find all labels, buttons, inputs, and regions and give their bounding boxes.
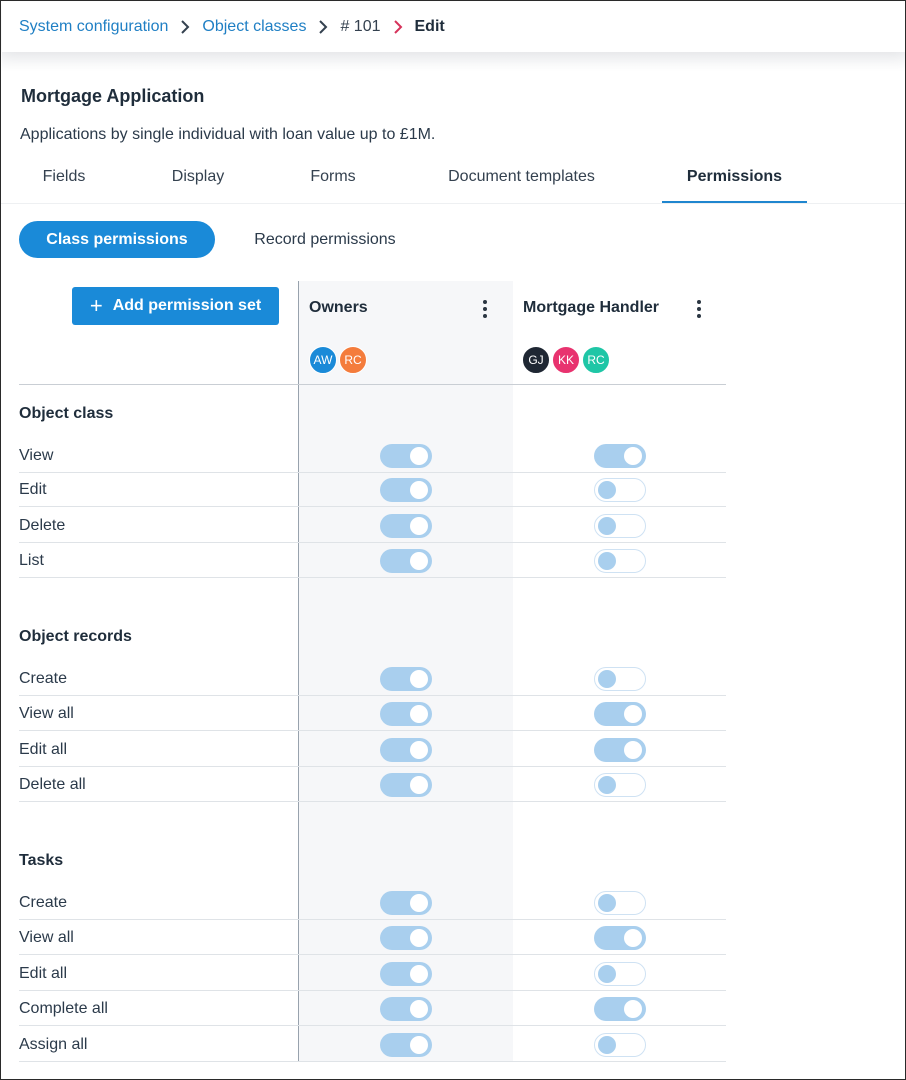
permission-toggle[interactable] [594, 1033, 646, 1057]
subtab-record-permissions[interactable]: Record permissions [254, 231, 396, 248]
permission-toggle[interactable] [594, 514, 646, 538]
owners-more-icon[interactable] [478, 298, 492, 320]
permission-row [19, 991, 726, 1026]
page-description: Applications by single individual with loan value up to £1M. [20, 126, 436, 143]
permission-toggle[interactable] [594, 738, 646, 762]
chevron-right-icon [306, 18, 340, 36]
permission-row [19, 920, 726, 955]
mortgage-handler-members [522, 346, 612, 374]
plus-icon: + [89, 293, 103, 318]
permission-toggle[interactable] [594, 926, 646, 950]
add-permission-set-button[interactable] [72, 287, 279, 325]
permission-toggle[interactable] [380, 549, 432, 573]
permission-toggle[interactable] [594, 702, 646, 726]
header-shadow [2, 52, 905, 72]
permission-row [19, 956, 726, 991]
add-permission-set-label: Add permission set [112, 297, 262, 314]
permission-toggle[interactable] [380, 773, 432, 797]
header-separator [19, 384, 726, 385]
permission-toggle[interactable] [380, 926, 432, 950]
permission-row [19, 732, 726, 767]
permission-row [19, 472, 726, 507]
permission-toggle[interactable] [380, 444, 432, 468]
tab-forms[interactable]: Forms [310, 168, 356, 185]
permission-label: View [19, 447, 54, 464]
permission-toggle[interactable] [594, 444, 646, 468]
permission-label: Create [19, 670, 68, 687]
permission-toggle[interactable] [594, 997, 646, 1021]
permission-row [19, 696, 726, 731]
permission-label: Complete all [19, 1000, 108, 1017]
avatar[interactable]: RC [339, 346, 367, 374]
permission-label: List [19, 552, 44, 569]
permission-row [19, 885, 726, 920]
permission-toggle[interactable] [380, 478, 432, 502]
permission-set-owners-name: Owners [309, 299, 368, 316]
permission-label: View all [19, 929, 74, 946]
permission-toggle[interactable] [380, 514, 432, 538]
subtab-class-permissions[interactable]: Class permissions [19, 221, 215, 258]
permission-toggle[interactable] [594, 962, 646, 986]
permission-toggle[interactable] [380, 738, 432, 762]
permission-label: Delete [19, 517, 66, 534]
permission-label: View all [19, 705, 74, 722]
permission-row [19, 508, 726, 543]
avatar[interactable]: RC [582, 346, 610, 374]
permission-toggle[interactable] [594, 549, 646, 573]
chevron-right-icon [381, 18, 415, 36]
breadcrumb [2, 2, 905, 52]
chevron-right-icon [168, 18, 202, 36]
permission-toggle[interactable] [594, 667, 646, 691]
permission-row [19, 438, 726, 473]
permission-label: Edit all [19, 965, 68, 982]
tab-bar [1, 151, 905, 204]
avatar[interactable]: GJ [522, 346, 550, 374]
avatar[interactable]: KK [552, 346, 580, 374]
permission-label: Edit [19, 481, 47, 498]
permission-toggle[interactable] [380, 667, 432, 691]
tab-permissions[interactable]: Permissions [662, 151, 807, 203]
breadcrumb-record-id[interactable]: # 101 [340, 18, 381, 35]
breadcrumb-system-configuration[interactable]: System configuration [19, 18, 169, 35]
permission-row [19, 543, 726, 578]
avatar[interactable]: AW [309, 346, 337, 374]
tab-fields[interactable]: Fields [42, 168, 86, 185]
tab-display[interactable]: Display [171, 168, 225, 185]
tab-document-templates[interactable]: Document templates [448, 168, 595, 185]
permission-toggle[interactable] [380, 997, 432, 1021]
permission-set-mortgage-handler-name: Mortgage Handler [523, 299, 660, 316]
permission-label: Assign all [19, 1036, 88, 1053]
section-title-tasks: Tasks [19, 852, 64, 869]
permission-row [19, 767, 726, 802]
page-title: Mortgage Application [21, 86, 205, 106]
permission-toggle[interactable] [380, 962, 432, 986]
breadcrumb-object-classes[interactable]: Object classes [202, 18, 307, 35]
permission-toggle[interactable] [594, 891, 646, 915]
section-title-object-records: Object records [19, 628, 132, 645]
section-title-object-class: Object class [19, 405, 114, 422]
permission-label: Create [19, 894, 68, 911]
breadcrumb-current-edit: Edit [414, 18, 445, 35]
permission-label: Edit all [19, 741, 68, 758]
permission-toggle[interactable] [380, 702, 432, 726]
permission-toggle[interactable] [594, 773, 646, 797]
permission-row [19, 1027, 726, 1062]
mortgage-handler-more-icon[interactable] [692, 298, 706, 320]
permission-toggle[interactable] [594, 478, 646, 502]
permission-label: Delete all [19, 776, 86, 793]
permission-toggle[interactable] [380, 1033, 432, 1057]
owners-members [309, 346, 369, 374]
permission-toggle[interactable] [380, 891, 432, 915]
permission-row [19, 661, 726, 696]
